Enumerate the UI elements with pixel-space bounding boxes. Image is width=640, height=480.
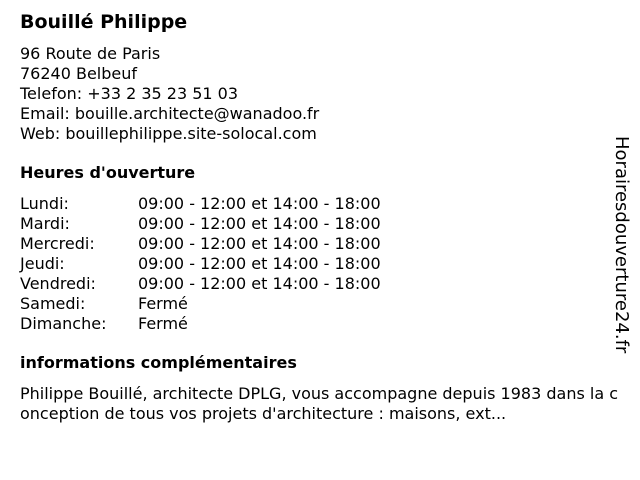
additional-info-text: Philippe Bouillé, architecte DPLG, vous accompagne depuis 1983 dans la conception de tous vos projets d'architecture : maisons, ext...: [20, 384, 619, 423]
hours-row-thursday: [20, 254, 610, 274]
hours-row-wednesday: [20, 234, 610, 254]
business-name: Bouillé Philippe: [20, 11, 188, 33]
hours-value: Fermé: [138, 314, 188, 333]
hours-row-tuesday: [20, 214, 610, 234]
day-label: Mercredi:: [20, 234, 95, 253]
opening-hours-heading: Heures d'ouverture: [20, 163, 196, 182]
hours-row-saturday: [20, 294, 610, 314]
day-label: Lundi:: [20, 194, 69, 213]
hours-value: 09:00 - 12:00 et 14:00 - 18:00: [138, 214, 381, 233]
hours-row-sunday: [20, 314, 610, 334]
day-label: Dimanche:: [20, 314, 107, 333]
opening-hours-list: [20, 194, 610, 334]
email-line: Email: bouille.architecte@wanadoo.fr: [20, 104, 320, 123]
site-watermark: Horairesdouverture24.fr: [611, 136, 632, 354]
phone-line: Telefon: +33 2 35 23 51 03: [20, 84, 239, 103]
hours-row-friday: [20, 274, 610, 294]
day-label: Mardi:: [20, 214, 70, 233]
day-label: Jeudi:: [20, 254, 65, 273]
hours-value: Fermé: [138, 294, 188, 313]
web-line: Web: bouillephilippe.site-solocal.com: [20, 124, 317, 143]
hours-value: 09:00 - 12:00 et 14:00 - 18:00: [138, 194, 381, 213]
day-label: Samedi:: [20, 294, 86, 313]
hours-value: 09:00 - 12:00 et 14:00 - 18:00: [138, 234, 381, 253]
hours-value: 09:00 - 12:00 et 14:00 - 18:00: [138, 274, 381, 293]
address-line-1: 96 Route de Paris: [20, 44, 161, 63]
hours-row-monday: [20, 194, 610, 214]
business-card: [20, 10, 619, 424]
day-label: Vendredi:: [20, 274, 96, 293]
additional-info-heading: informations complémentaires: [20, 353, 297, 372]
address-line-2: 76240 Belbeuf: [20, 64, 138, 83]
hours-value: 09:00 - 12:00 et 14:00 - 18:00: [138, 254, 381, 273]
